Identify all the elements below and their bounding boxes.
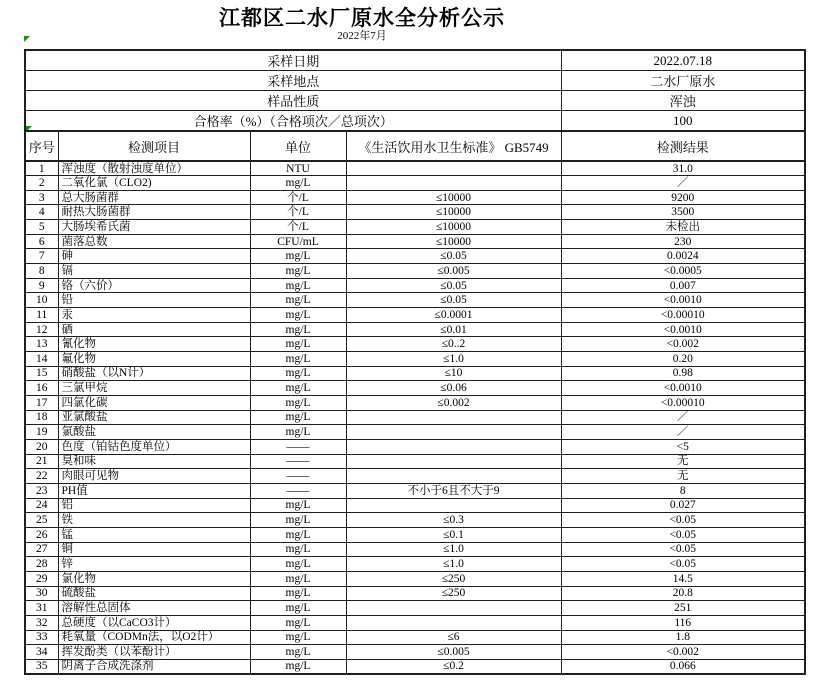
cell-item: 色度（铂钴色度单位） [58, 439, 250, 454]
cell-item: 氰化物 [58, 337, 250, 352]
table-row [25, 557, 805, 572]
cell-result: <0.05 [561, 513, 805, 528]
cell-result: ／ [561, 410, 805, 425]
cell-unit: CFU/mL [250, 234, 346, 249]
cell-index: 29 [25, 571, 58, 586]
table-row [25, 264, 805, 279]
cell-standard [346, 161, 561, 176]
cell-item: 总大肠菌群 [58, 190, 250, 205]
cell-unit: mg/L [250, 278, 346, 293]
cell-index: 33 [25, 630, 58, 645]
cell-unit: mg/L [250, 513, 346, 528]
cell-index: 18 [25, 410, 58, 425]
cell-unit: mg/L [250, 410, 346, 425]
cell-item: 氯酸盐 [58, 425, 250, 440]
cell-index: 22 [25, 469, 58, 484]
cell-item: 砷 [58, 249, 250, 264]
cell-item: 阴离子合成洗涤剂 [58, 659, 250, 674]
cell-index: 8 [25, 264, 58, 279]
cell-result: <0.05 [561, 542, 805, 557]
cell-standard: ≤0.1 [346, 527, 561, 542]
cell-item: PH值 [58, 483, 250, 498]
results-section [25, 161, 805, 674]
cell-item: 浑浊度（散射浊度单位） [58, 161, 250, 176]
table-row [25, 161, 805, 176]
cell-item: 镉 [58, 264, 250, 279]
table-row [25, 454, 805, 469]
cell-item: 亚氯酸盐 [58, 410, 250, 425]
table-row [25, 513, 805, 528]
cell-result: ／ [561, 425, 805, 440]
cell-index: 19 [25, 425, 58, 440]
page-title: 江都区二水厂原水全分析公示 [219, 7, 505, 30]
cell-unit: mg/L [250, 264, 346, 279]
cell-result: <0.0010 [561, 293, 805, 308]
column-header-unit: 单位 [250, 131, 346, 161]
column-header-standard: 《生活饮用水卫生标准》 GB5749 [346, 131, 561, 161]
cell-standard [346, 454, 561, 469]
cell-unit: mg/L [250, 645, 346, 660]
table-row [25, 410, 805, 425]
table-row [25, 366, 805, 381]
table-row [25, 645, 805, 660]
cell-unit: 个/L [250, 220, 346, 235]
cell-unit: mg/L [250, 630, 346, 645]
cell-unit: mg/L [250, 322, 346, 337]
cell-index: 5 [25, 220, 58, 235]
cell-standard: ≤0.005 [346, 645, 561, 660]
cell-unit: mg/L [250, 615, 346, 630]
cell-standard: ≤250 [346, 586, 561, 601]
cell-index: 21 [25, 454, 58, 469]
cell-item: 氟化物 [58, 352, 250, 367]
cell-index: 20 [25, 439, 58, 454]
cell-standard [346, 601, 561, 616]
cell-item: 锰 [58, 527, 250, 542]
info-value: 100 [561, 111, 805, 132]
cell-item: 耐热大肠菌群 [58, 205, 250, 220]
cell-standard [346, 469, 561, 484]
cell-result: <0.0010 [561, 381, 805, 396]
cell-item: 溶解性总固体 [58, 601, 250, 616]
cell-item: 铝 [58, 498, 250, 513]
info-label: 合格率（%）（合格项次／总项次） [25, 111, 561, 132]
cell-result: 无 [561, 454, 805, 469]
cell-item: 菌落总数 [58, 234, 250, 249]
table-row [25, 615, 805, 630]
info-value: 二水厂原水 [561, 71, 805, 91]
cell-result: <0.0005 [561, 264, 805, 279]
cell-standard: ≤0.06 [346, 381, 561, 396]
cell-standard [346, 498, 561, 513]
cell-result: <0.00010 [561, 396, 805, 411]
cell-unit: —— [250, 439, 346, 454]
cell-result: 251 [561, 601, 805, 616]
cell-index: 30 [25, 586, 58, 601]
cell-result: 9200 [561, 190, 805, 205]
info-row [25, 91, 805, 111]
table-row [25, 249, 805, 264]
table-row [25, 220, 805, 235]
cell-result: 20.8 [561, 586, 805, 601]
info-label: 样品性质 [25, 91, 561, 111]
cell-index: 28 [25, 557, 58, 572]
cell-result: 0.98 [561, 366, 805, 381]
cell-unit: mg/L [250, 249, 346, 264]
cell-result: 116 [561, 615, 805, 630]
cell-result: 0.027 [561, 498, 805, 513]
cell-item: 硝酸盐（以N计） [58, 366, 250, 381]
cell-standard: ≤1.0 [346, 352, 561, 367]
info-row [25, 50, 805, 71]
cell-index: 9 [25, 278, 58, 293]
cell-unit: mg/L [250, 176, 346, 191]
cell-standard [346, 615, 561, 630]
cell-unit: mg/L [250, 425, 346, 440]
cell-result: 3500 [561, 205, 805, 220]
cell-unit: —— [250, 469, 346, 484]
cell-result: 31.0 [561, 161, 805, 176]
table-row [25, 630, 805, 645]
green-corner-triangle-icon [24, 36, 30, 42]
table-row [25, 205, 805, 220]
cell-item: 汞 [58, 308, 250, 323]
cell-unit: mg/L [250, 396, 346, 411]
cell-index: 35 [25, 659, 58, 674]
table-row [25, 190, 805, 205]
table-row [25, 601, 805, 616]
cell-standard: ≤10000 [346, 220, 561, 235]
table-row [25, 425, 805, 440]
cell-result: 0.20 [561, 352, 805, 367]
sample-info-section [25, 50, 805, 131]
cell-index: 11 [25, 308, 58, 323]
table-row [25, 176, 805, 191]
cell-item: 二氧化氯（CLO2) [58, 176, 250, 191]
column-header-index: 序号 [25, 131, 58, 161]
cell-result: <5 [561, 439, 805, 454]
cell-index: 1 [25, 161, 58, 176]
cell-unit: 个/L [250, 205, 346, 220]
table-row [25, 278, 805, 293]
table-row [25, 396, 805, 411]
column-header-section [25, 131, 805, 161]
table-row [25, 381, 805, 396]
cell-standard: ≤0.05 [346, 278, 561, 293]
info-value: 2022.07.18 [561, 50, 805, 71]
cell-index: 10 [25, 293, 58, 308]
table-row [25, 542, 805, 557]
cell-unit: mg/L [250, 659, 346, 674]
cell-index: 34 [25, 645, 58, 660]
table-row [25, 322, 805, 337]
cell-item: 挥发酚类（以苯酚计） [58, 645, 250, 660]
cell-index: 32 [25, 615, 58, 630]
cell-standard [346, 410, 561, 425]
cell-unit: mg/L [250, 366, 346, 381]
cell-item: 氯化物 [58, 571, 250, 586]
cell-standard: ≤10 [346, 366, 561, 381]
cell-result: <0.0010 [561, 322, 805, 337]
cell-result: <0.002 [561, 645, 805, 660]
info-label: 采样日期 [25, 50, 561, 71]
cell-item: 铁 [58, 513, 250, 528]
cell-standard [346, 176, 561, 191]
cell-index: 3 [25, 190, 58, 205]
cell-standard: ≤0.3 [346, 513, 561, 528]
cell-unit: mg/L [250, 498, 346, 513]
cell-index: 27 [25, 542, 58, 557]
cell-unit: —— [250, 483, 346, 498]
cell-standard: ≤0.0001 [346, 308, 561, 323]
cell-unit: mg/L [250, 527, 346, 542]
cell-standard: ≤6 [346, 630, 561, 645]
cell-result: 0.0024 [561, 249, 805, 264]
table-row [25, 527, 805, 542]
cell-standard: ≤0.05 [346, 249, 561, 264]
cell-result: <0.00010 [561, 308, 805, 323]
table-row [25, 571, 805, 586]
cell-item: 四氯化碳 [58, 396, 250, 411]
cell-result: ／ [561, 176, 805, 191]
cell-unit: mg/L [250, 601, 346, 616]
cell-index: 15 [25, 366, 58, 381]
cell-result: 8 [561, 483, 805, 498]
cell-unit: mg/L [250, 308, 346, 323]
cell-index: 23 [25, 483, 58, 498]
table-row [25, 469, 805, 484]
cell-item: 总硬度（以CaCO3计） [58, 615, 250, 630]
cell-standard: ≤1.0 [346, 557, 561, 572]
cell-item: 硫酸盐 [58, 586, 250, 601]
cell-item: 臭和味 [58, 454, 250, 469]
table-row [25, 439, 805, 454]
table-row [25, 308, 805, 323]
cell-unit: mg/L [250, 586, 346, 601]
cell-result: 未检出 [561, 220, 805, 235]
cell-result: 1.8 [561, 630, 805, 645]
table-row [25, 483, 805, 498]
table-row [25, 234, 805, 249]
cell-standard: ≤1.0 [346, 542, 561, 557]
cell-result: 230 [561, 234, 805, 249]
cell-unit: —— [250, 454, 346, 469]
cell-result: <0.05 [561, 527, 805, 542]
cell-result: 无 [561, 469, 805, 484]
cell-result: <0.05 [561, 557, 805, 572]
cell-index: 7 [25, 249, 58, 264]
cell-index: 6 [25, 234, 58, 249]
cell-item: 三氯甲烷 [58, 381, 250, 396]
cell-standard: ≤10000 [346, 234, 561, 249]
info-label: 采样地点 [25, 71, 561, 91]
table-row [25, 337, 805, 352]
cell-item: 大肠埃希氏菌 [58, 220, 250, 235]
cell-result: 0.007 [561, 278, 805, 293]
water-analysis-table [24, 49, 806, 675]
cell-standard [346, 425, 561, 440]
info-row [25, 111, 805, 132]
cell-item: 铜 [58, 542, 250, 557]
cell-item: 耗氧量（CODMn法，以O2计） [58, 630, 250, 645]
table-row [25, 352, 805, 367]
info-row [25, 71, 805, 91]
table-row [25, 293, 805, 308]
column-header-row [25, 131, 805, 161]
cell-result: 14.5 [561, 571, 805, 586]
cell-index: 4 [25, 205, 58, 220]
cell-unit: mg/L [250, 571, 346, 586]
cell-item: 锌 [58, 557, 250, 572]
cell-item: 铅 [58, 293, 250, 308]
cell-unit: mg/L [250, 293, 346, 308]
cell-standard: ≤0.005 [346, 264, 561, 279]
cell-index: 17 [25, 396, 58, 411]
cell-unit: mg/L [250, 352, 346, 367]
cell-standard: 不小于6且不大于9 [346, 483, 561, 498]
cell-index: 14 [25, 352, 58, 367]
column-header-result: 检测结果 [561, 131, 805, 161]
cell-index: 26 [25, 527, 58, 542]
cell-item: 铬（六价） [58, 278, 250, 293]
cell-index: 2 [25, 176, 58, 191]
table-row [25, 659, 805, 674]
cell-unit: mg/L [250, 557, 346, 572]
cell-standard: ≤10000 [346, 205, 561, 220]
cell-unit: mg/L [250, 542, 346, 557]
page-subtitle: 2022年7月 [337, 30, 387, 42]
cell-index: 12 [25, 322, 58, 337]
cell-unit: 个/L [250, 190, 346, 205]
cell-standard: ≤0..2 [346, 337, 561, 352]
cell-index: 13 [25, 337, 58, 352]
cell-result: 0.066 [561, 659, 805, 674]
cell-standard: ≤0.01 [346, 322, 561, 337]
cell-item: 硒 [58, 322, 250, 337]
cell-standard: ≤10000 [346, 190, 561, 205]
cell-unit: mg/L [250, 337, 346, 352]
cell-standard: ≤0.2 [346, 659, 561, 674]
cell-standard [346, 439, 561, 454]
cell-index: 31 [25, 601, 58, 616]
cell-standard: ≤0.002 [346, 396, 561, 411]
cell-index: 16 [25, 381, 58, 396]
cell-result: <0.002 [561, 337, 805, 352]
cell-item: 肉眼可见物 [58, 469, 250, 484]
table-row [25, 498, 805, 513]
table-row [25, 586, 805, 601]
cell-unit: mg/L [250, 381, 346, 396]
cell-unit: NTU [250, 161, 346, 176]
info-value: 浑浊 [561, 91, 805, 111]
column-header-item: 检测项目 [58, 131, 250, 161]
cell-index: 25 [25, 513, 58, 528]
cell-standard: ≤0.05 [346, 293, 561, 308]
cell-standard: ≤250 [346, 571, 561, 586]
cell-index: 24 [25, 498, 58, 513]
